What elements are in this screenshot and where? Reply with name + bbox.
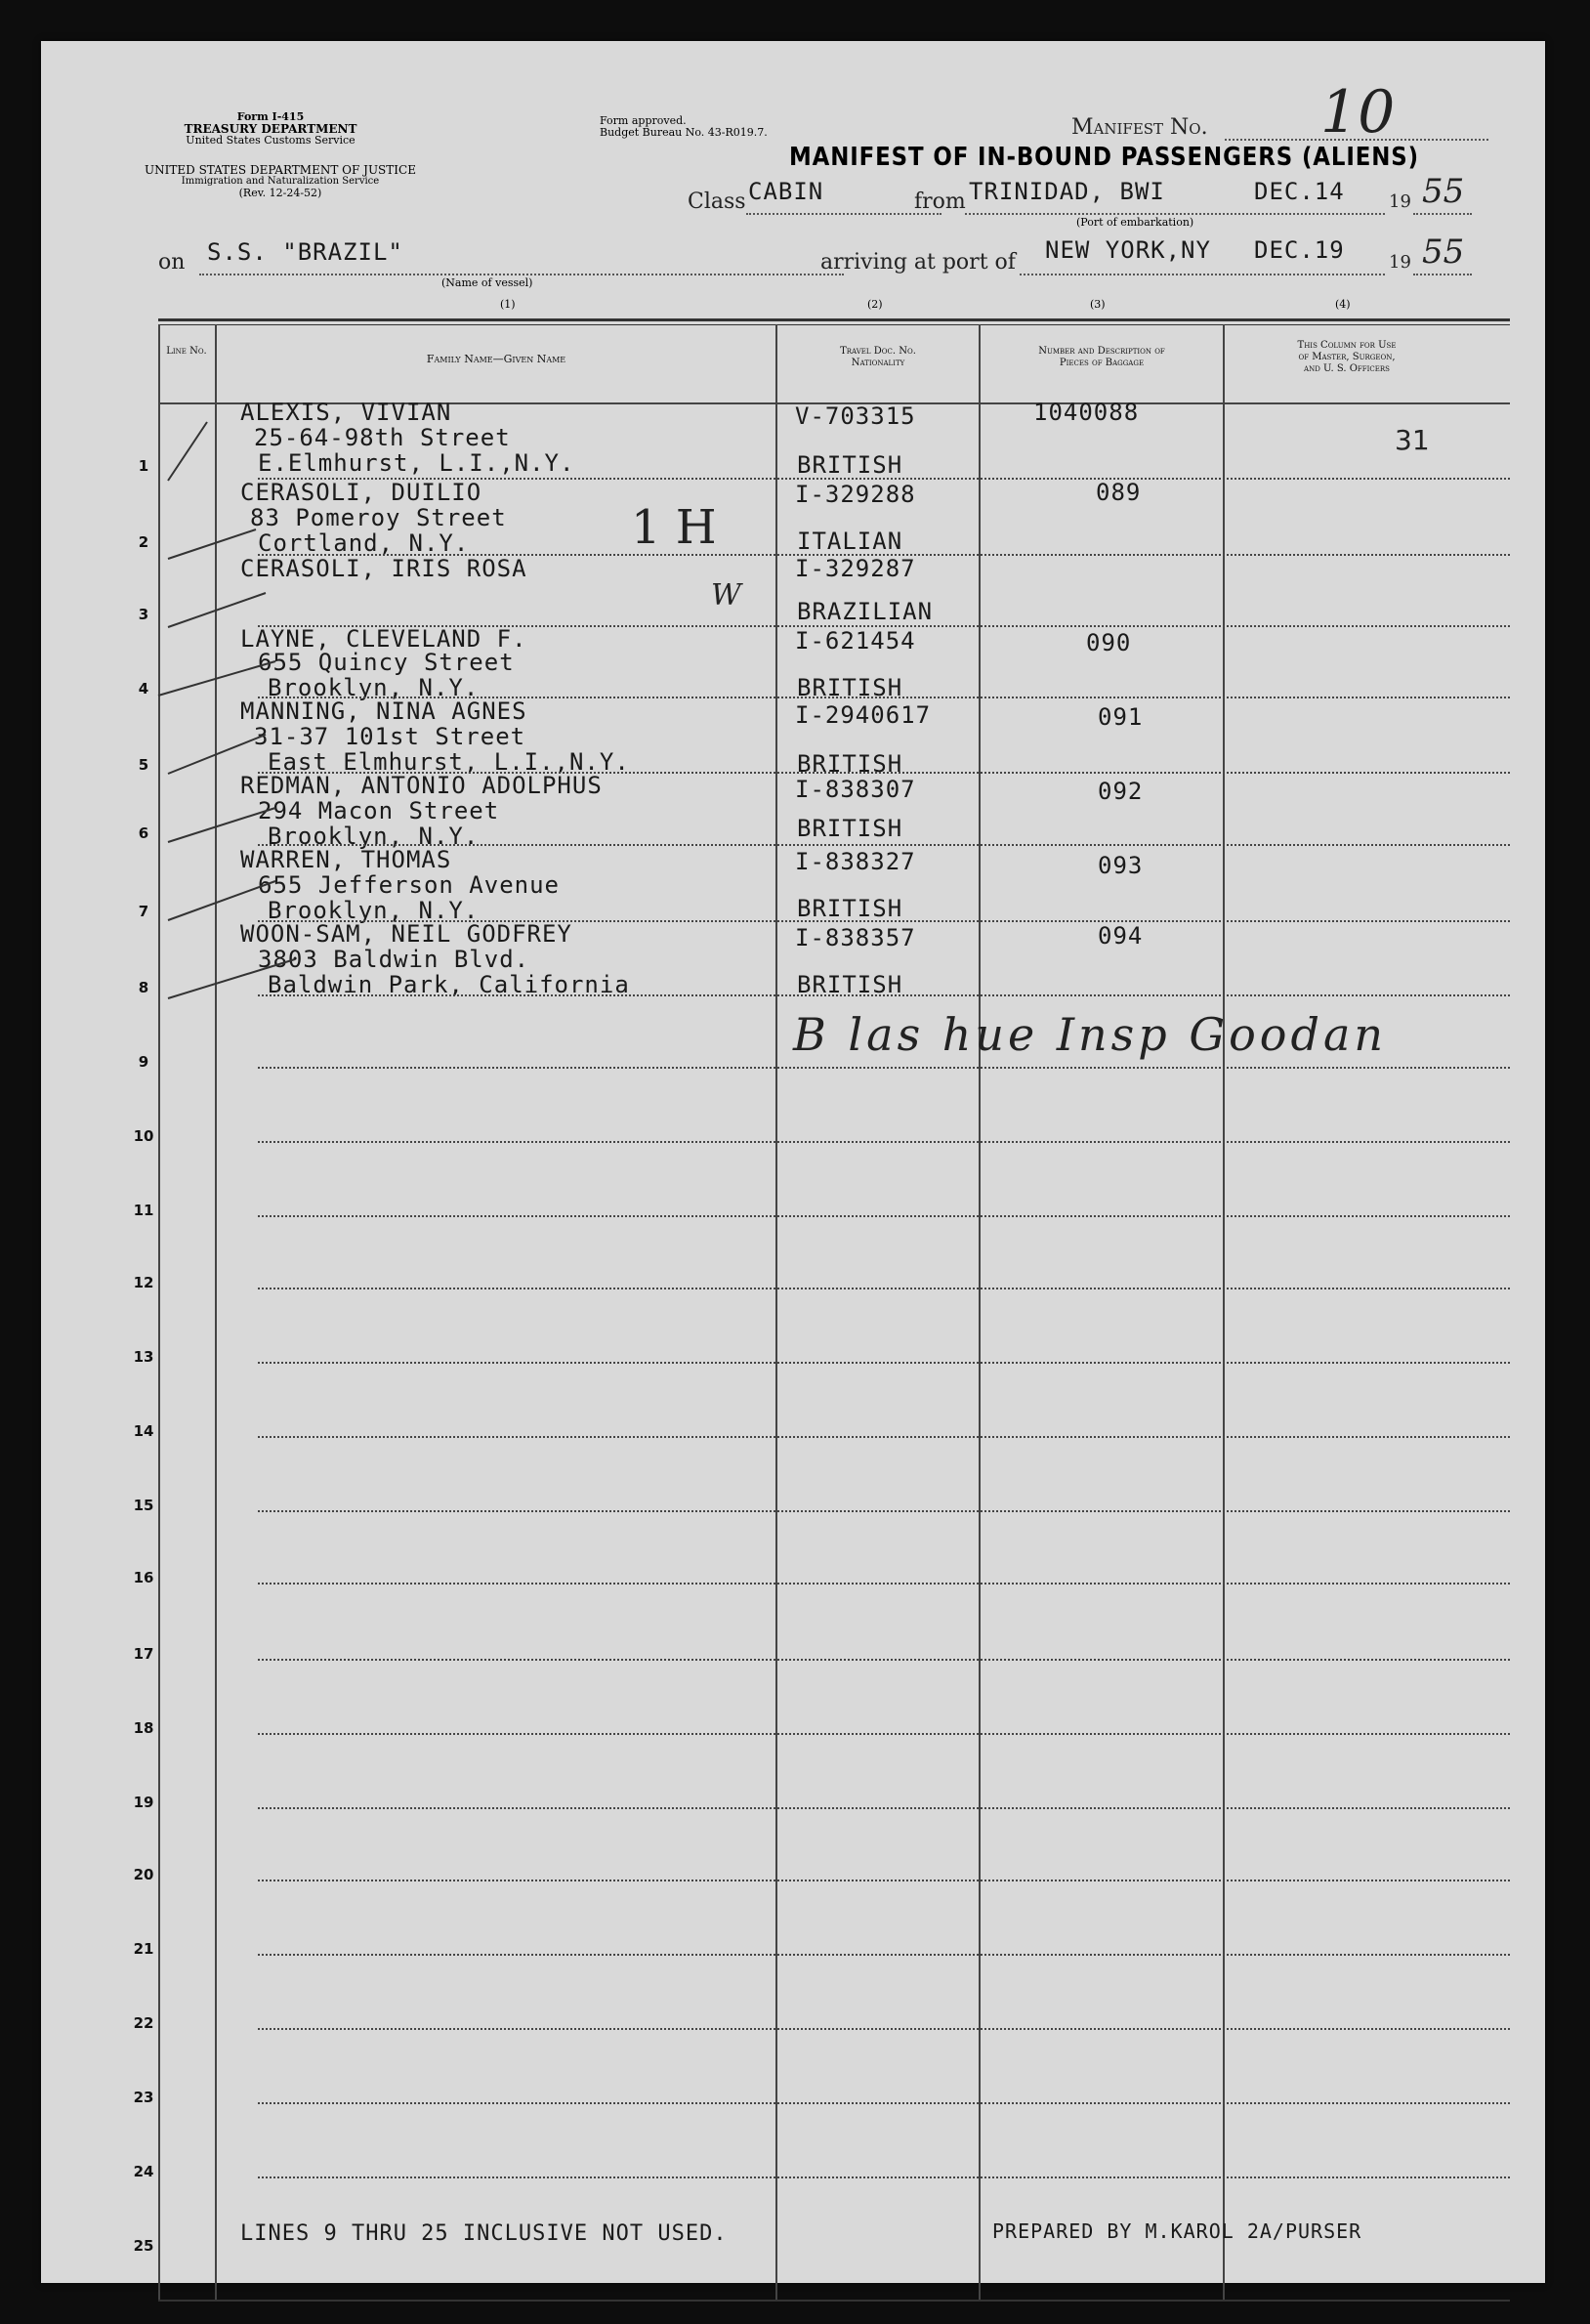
vessel-caption: (Name of vessel) [441,276,533,289]
on-label: on [158,250,186,275]
arrival-date: DEC.19 [1254,236,1345,264]
row-divider [258,1436,1510,1438]
line-number: 22 [133,2014,154,2032]
row-divider [258,994,1510,996]
line-number: 6 [138,824,149,842]
unused-lines-note: LINES 9 THRU 25 INCLUSIVE NOT USED. [240,2221,728,2246]
from-underline [965,213,1385,215]
line-number: 17 [133,1645,154,1663]
passenger-address-2: Brooklyn, N.Y. [268,897,480,924]
revision-date: (Rev. 12-24-52) [238,187,322,199]
baggage-number: 091 [1098,703,1144,731]
from-label: from [914,190,966,214]
passenger-name: REDMAN, ANTONIO ADOLPHUS [240,772,603,799]
passenger-name: MANNING, NINA AGNES [240,697,527,725]
row-divider [258,1215,1510,1217]
row-divider [258,2102,1510,2104]
immigration-service: Immigration and Naturalization Service [181,176,380,187]
col-divider-baggage [979,324,981,2302]
departure-year-underline [1413,213,1472,215]
check-mark-stroke [168,881,275,920]
row-divider [258,2176,1510,2178]
port-embarkation-caption: (Port of embarkation) [1076,216,1194,229]
line-number: 8 [138,979,149,996]
manifest-no-label: Manifest No. [1071,115,1208,140]
passenger-name: WARREN, THOMAS [240,846,452,873]
travel-doc-number: I-838327 [795,848,916,875]
passenger-address-1: 655 Jefferson Avenue [258,871,560,899]
passenger-address-2: Brooklyn, N.Y. [268,823,480,850]
passenger-name: LAYNE, CLEVELAND F. [240,625,527,653]
baggage-number: 094 [1098,922,1144,950]
form-number: Form I-415 [236,110,305,123]
travel-doc-number: I-2940617 [795,701,932,729]
line-number: 23 [133,2089,154,2106]
row-divider [258,1954,1510,1956]
travel-doc-number: I-329287 [795,555,916,582]
officers-header-2: of Master, Surgeon, [1298,352,1396,362]
departure-year-prefix: 19 [1389,191,1411,212]
passenger-address-1: 294 Macon Street [258,797,500,824]
line-number: 10 [133,1127,154,1145]
arrival-underline [1020,274,1385,275]
line-number: 3 [138,606,149,623]
col-divider-officers [1223,324,1225,2302]
baggage-number: 093 [1098,852,1144,879]
nationality: BRITISH [797,451,903,479]
line-number: 9 [138,1053,149,1071]
class-value: CABIN [748,178,824,205]
col-header-name [217,354,775,366]
margin-mark-1: 1 H [631,500,717,555]
nationality-header: Nationality [851,358,905,368]
passenger-address-2: East Elmhurst, L.I.,N.Y. [268,748,630,776]
nationality: BRITISH [797,815,903,842]
line-number: 20 [133,1866,154,1883]
check-marks [139,412,354,1037]
travel-doc-header: Travel Doc. No. [840,346,916,357]
check-mark-stroke [168,529,256,559]
line-number: 1 [138,457,149,475]
passenger-address-1: 25-64-98th Street [254,424,511,451]
passenger-name: ALEXIS, VIVIAN [240,399,452,426]
nationality: BRAZILIAN [797,598,934,625]
line-number: 7 [138,903,149,920]
passenger-address-1: 3803 Baldwin Blvd. [258,946,530,973]
officers-header-1: This Column for Use [1297,340,1397,351]
justice-header [100,164,461,199]
class-label: Class [688,190,746,214]
col-4-number: (4) [1335,298,1351,311]
check-mark-stroke [168,735,266,774]
prepared-by: PREPARED BY M.KAROL 2A/PURSER [992,2219,1362,2243]
line-number: 12 [133,1274,154,1291]
arriving-label: arriving at port of [820,250,1016,275]
col-header-officers [1225,340,1469,375]
travel-doc-number: I-621454 [795,627,916,655]
passenger-name: WOON-SAM, NEIL GODFREY [240,920,572,948]
check-mark-stroke [168,808,275,842]
col-3-number: (3) [1090,298,1106,311]
vessel-underline [199,274,844,275]
row-divider [258,1067,1510,1069]
nationality: BRITISH [797,971,903,998]
line-number: 18 [133,1719,154,1737]
arrival-year-prefix: 19 [1389,252,1411,273]
table-bottom-border [158,2300,1510,2302]
approval-note [600,115,768,139]
from-value: TRINIDAD, BWI [969,178,1165,205]
row-divider [258,1807,1510,1809]
nationality: BRITISH [797,750,903,778]
row-divider [258,1659,1510,1661]
table-top-border [158,318,1510,321]
baggage-number: 1040088 [1033,399,1140,426]
vessel-name: S.S. "BRAZIL" [207,238,403,266]
department-name: TREASURY DEPARTMENT [184,122,357,136]
form-header-left [148,111,393,147]
baggage-header-2: Pieces of Baggage [1059,358,1145,368]
manifest-page [41,41,1545,2283]
line-number: 15 [133,1497,154,1514]
passenger-address-2: E.Elmhurst, L.I.,N.Y. [258,449,575,477]
passenger-address-2: Cortland, N.Y. [258,529,470,557]
nationality: ITALIAN [797,528,903,555]
inspector-signature: B las hue Insp Goodan [793,1008,1387,1061]
row-divider [258,1733,1510,1735]
row-divider [258,1362,1510,1364]
col-divider-doc [775,324,777,2302]
row-divider [258,1880,1510,1881]
arrival-year: 55 [1422,232,1465,272]
travel-doc-number: I-838357 [795,924,916,951]
name-header: Family Name—Given Name [426,353,566,365]
check-mark-stroke [168,959,295,998]
travel-doc-number: I-838307 [795,776,916,803]
manifest-title: MANIFEST OF IN-BOUND PASSENGERS (ALIENS) [789,143,1419,172]
row-divider [258,2028,1510,2030]
passenger-name: CERASOLI, DUILIO [240,479,482,506]
service-name: United States Customs Service [186,134,356,147]
approval-line-1: Form approved. [600,114,687,127]
line-no-label: Line No. [166,346,207,357]
class-underline [746,213,941,215]
line-number: 13 [133,1348,154,1366]
check-mark-stroke [168,422,207,481]
travel-doc-number: I-329288 [795,481,916,508]
manifest-no-value: 10 [1320,78,1396,147]
line-number: 16 [133,1569,154,1586]
departure-date: DEC.14 [1254,178,1345,205]
nationality: BRITISH [797,674,903,701]
check-mark-stroke [158,661,275,696]
travel-doc-number: V-703315 [795,402,916,430]
officers-header-3: and U. S. Officers [1304,363,1390,374]
line-number: 4 [138,680,149,697]
arrival-year-underline [1413,274,1472,275]
row-divider [258,1583,1510,1585]
line-number: 19 [133,1794,154,1811]
arrival-port: NEW YORK,NY [1045,236,1211,264]
col-2-number: (2) [867,298,883,311]
baggage-header-1: Number and Description of [1038,346,1165,357]
departure-year: 55 [1422,172,1465,211]
line-number: 2 [138,533,149,551]
col-header-doc [777,346,979,369]
col-header-line-no [158,346,215,358]
passenger-address-1: 83 Pomeroy Street [250,504,507,531]
passenger-address-2: Baldwin Park, California [268,971,630,998]
baggage-number: 092 [1098,778,1144,805]
passenger-address-1: 655 Quincy Street [258,649,515,676]
check-mark-stroke [168,593,266,627]
row-divider [258,1510,1510,1512]
passenger-name: CERASOLI, IRIS ROSA [240,555,527,582]
approval-line-2: Budget Bureau No. 43-R019.7. [600,126,768,139]
nationality: BRITISH [797,895,903,922]
col-1-number: (1) [500,298,516,311]
table-top-border-2 [158,324,1510,325]
col-header-baggage [981,346,1223,369]
line-number: 21 [133,1940,154,1958]
officer-note: 31 [1395,424,1430,456]
line-number: 11 [133,1202,154,1219]
row-divider [258,1288,1510,1289]
margin-mark-2: W [711,578,741,613]
passenger-address-1: 31-37 101st Street [254,723,526,750]
line-number: 24 [133,2163,154,2180]
justice-department: UNITED STATES DEPARTMENT OF JUSTICE [145,163,416,177]
baggage-number: 090 [1086,629,1132,656]
passenger-address-2: Brooklyn, N.Y. [268,674,480,701]
row-divider [258,1141,1510,1143]
line-number: 14 [133,1422,154,1440]
line-number: 5 [138,756,149,774]
line-number: 25 [133,2237,154,2255]
baggage-number: 089 [1096,479,1142,506]
